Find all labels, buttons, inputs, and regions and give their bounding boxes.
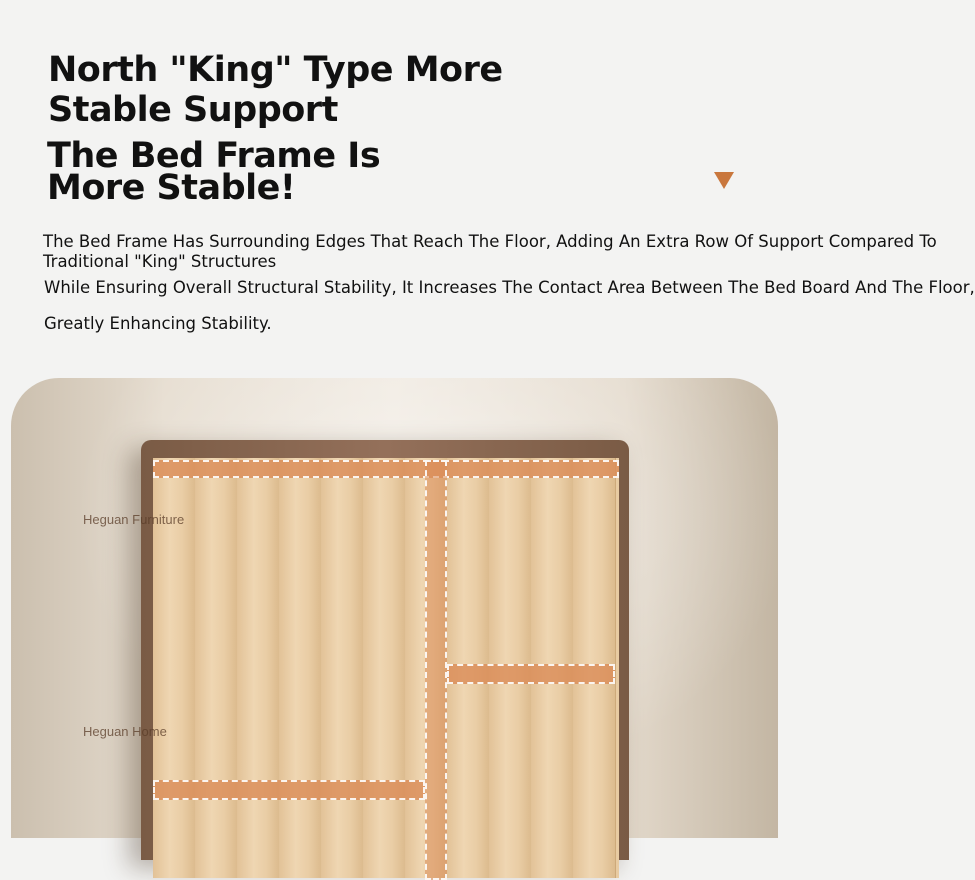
bed-slats — [153, 458, 619, 878]
description-line-3: While Ensuring Overall Structural Stability, It Increases The Contact Area Between The Bed Board And The Floor, — [44, 278, 975, 297]
bed-frame-photo — [11, 378, 778, 838]
support-band-center — [425, 460, 447, 880]
description-line-1: The Bed Frame Has Surrounding Edges That Reach The Floor, Adding An Extra Row Of Support Compared To — [43, 232, 937, 251]
headline-primary: North "King" Type More Stable Support — [48, 50, 503, 130]
description-line-2: Traditional "King" Structures — [43, 252, 277, 271]
watermark-top: Heguan Furniture — [83, 512, 185, 527]
description-line-4: Greatly Enhancing Stability. — [44, 314, 272, 333]
support-band-bottom-left — [153, 780, 425, 800]
support-band-top — [153, 460, 619, 478]
watermark-bottom: Heguan Home — [83, 724, 167, 739]
support-band-right — [447, 664, 615, 684]
headline-secondary: The Bed Frame Is More Stable! — [47, 136, 381, 208]
down-triangle-icon — [714, 172, 734, 189]
bed-frame — [141, 440, 629, 860]
